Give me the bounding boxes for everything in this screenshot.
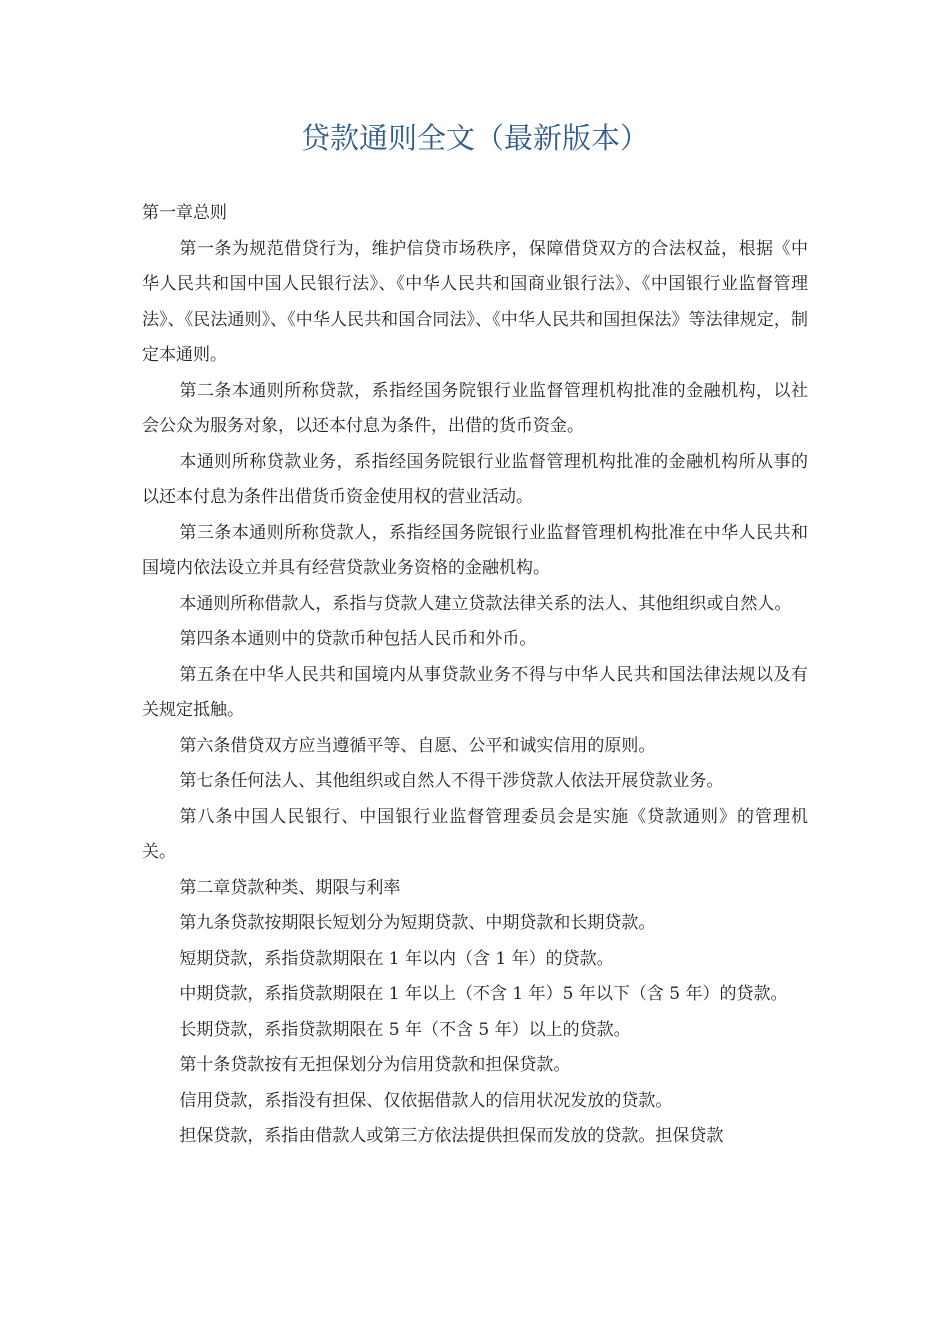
- paragraph: 本通则所称借款人，系指与贷款人建立贷款法律关系的法人、其他组织或自然人。: [179, 593, 792, 614]
- paragraph: 第四条本通则中的贷款币种包括人民币和外币。: [179, 629, 537, 649]
- paragraph: 短期贷款，系指贷款期限在 1 年以内（含 1 年）的贷款。: [179, 948, 614, 969]
- paragraph: 中期贷款，系指贷款期限在 1 年以上（不含 1 年）5 年以下（含 5 年）的贷款。: [179, 984, 788, 1004]
- document-title: 贷款通则全文（最新版本）: [300, 121, 649, 155]
- paragraph: 第一条为规范借贷行为，维护信贷市场秩序，保障借贷双方的合法权益，根据《中华人民共和国中国人民银行法》、《中华人民共和国商业银行法》、《中国银行业监督管理法》、《民法通则》、《中华人民共和国合同法》、《中华人民共和国担保法》等法律规定，制定本通则。: [142, 238, 808, 365]
- paragraph: 第六条借贷双方应当遵循平等、自愿、公平和诚实信用的原则。: [179, 735, 656, 756]
- document-body: [142, 196, 808, 1155]
- paragraph: 信用贷款，系指没有担保、仅依据借款人的信用状况发放的贷款。: [179, 1090, 673, 1111]
- paragraph: 本通则所称贷款业务，系指经国务院银行业监督管理机构批准的金融机构所从事的以还本付息为条件出借货币资金使用权的营业活动。: [142, 451, 808, 507]
- chapter-heading: 第一章总则: [142, 203, 227, 223]
- paragraph: 担保贷款，系指由借款人或第三方依法提供担保而发放的贷款。担保贷款: [179, 1126, 724, 1146]
- paragraph: 长期贷款，系指贷款期限在 5 年（不含 5 年）以上的贷款。: [179, 1019, 631, 1040]
- paragraph: 第七条任何法人、其他组织或自然人不得干涉贷款人依法开展贷款业务。: [179, 771, 724, 791]
- paragraph: 第五条在中华人民共和国境内从事贷款业务不得与中华人民共和国法律法规以及有关规定抵触。: [142, 664, 808, 720]
- paragraph: 第二章贷款种类、期限与利率: [179, 877, 401, 898]
- paragraph: 第九条贷款按期限长短划分为短期贷款、中期贷款和长期贷款。: [179, 913, 656, 933]
- paragraph: 第十条贷款按有无担保划分为信用贷款和担保贷款。: [179, 1055, 571, 1075]
- paragraph: 第三条本通则所称贷款人，系指经国务院银行业监督管理机构批准在中华人民共和国境内依法设立并具有经营贷款业务资格的金融机构。: [142, 522, 808, 578]
- paragraph: 第二条本通则所称贷款，系指经国务院银行业监督管理机构批准的金融机构，以社会公众为服务对象，以还本付息为条件，出借的货币资金。: [142, 380, 808, 436]
- paragraph: 第八条中国人民银行、中国银行业监督管理委员会是实施《贷款通则》的管理机关。: [142, 806, 808, 862]
